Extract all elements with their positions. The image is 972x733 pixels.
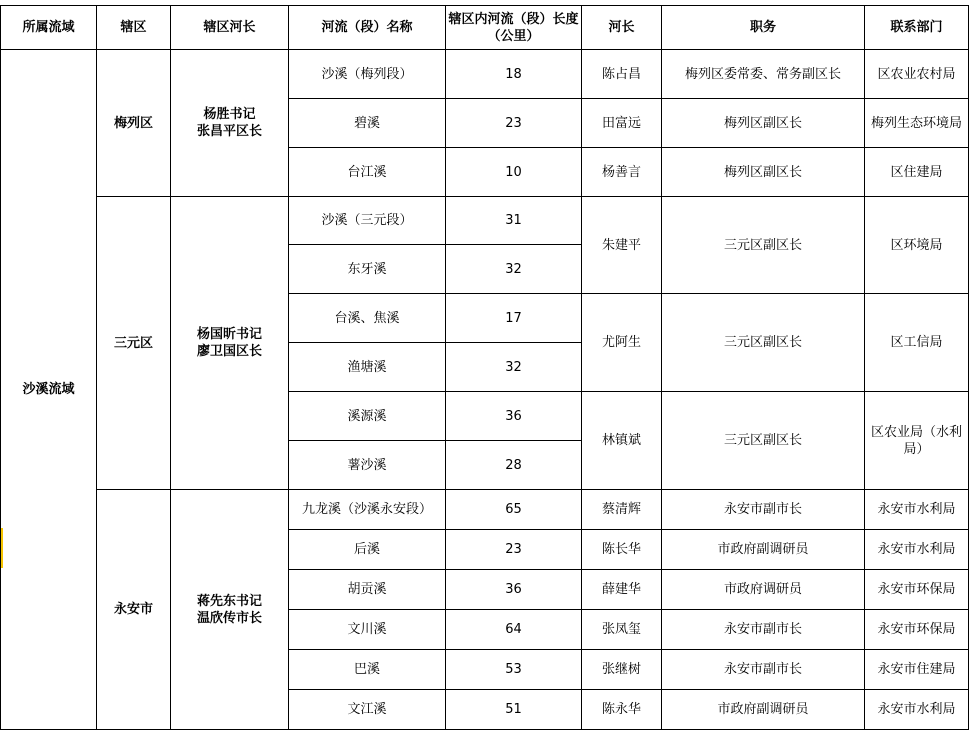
position: 三元区副区长 bbox=[662, 294, 865, 392]
contact-dept: 永安市水利局 bbox=[865, 690, 969, 730]
position: 市政府副调研员 bbox=[662, 530, 865, 570]
river-chief: 尤阿生 bbox=[582, 294, 662, 392]
river-chief: 蔡清辉 bbox=[582, 490, 662, 530]
river-name: 渔塘溪 bbox=[289, 343, 446, 392]
river-chief: 田富远 bbox=[582, 99, 662, 148]
river-length: 65 bbox=[446, 490, 582, 530]
table-row bbox=[1, 50, 969, 99]
contact-dept: 区住建局 bbox=[865, 148, 969, 197]
header-length: 辖区内河流（段）长度（公里） bbox=[446, 6, 582, 50]
river-name: 文江溪 bbox=[289, 690, 446, 730]
position: 市政府副调研员 bbox=[662, 690, 865, 730]
header-contact-dept: 联系部门 bbox=[865, 6, 969, 50]
district-name: 三元区 bbox=[97, 197, 171, 490]
contact-dept: 永安市水利局 bbox=[865, 490, 969, 530]
district-chief: 杨国昕书记 廖卫国区长 bbox=[171, 197, 289, 490]
contact-dept: 区工信局 bbox=[865, 294, 969, 392]
river-length: 10 bbox=[446, 148, 582, 197]
position: 永安市副市长 bbox=[662, 610, 865, 650]
river-chief: 张凤玺 bbox=[582, 610, 662, 650]
river-length: 18 bbox=[446, 50, 582, 99]
river-chief: 陈长华 bbox=[582, 530, 662, 570]
river-name: 溪源溪 bbox=[289, 392, 446, 441]
table-row bbox=[1, 490, 969, 530]
river-chief: 杨善言 bbox=[582, 148, 662, 197]
river-chief: 陈永华 bbox=[582, 690, 662, 730]
river-length: 53 bbox=[446, 650, 582, 690]
river-name: 九龙溪（沙溪永安段） bbox=[289, 490, 446, 530]
header-river-name: 河流（段）名称 bbox=[289, 6, 446, 50]
river-chief: 张继树 bbox=[582, 650, 662, 690]
river-chief: 朱建平 bbox=[582, 197, 662, 294]
river-chief: 薛建华 bbox=[582, 570, 662, 610]
river-length: 36 bbox=[446, 570, 582, 610]
river-length: 17 bbox=[446, 294, 582, 343]
contact-dept: 区环境局 bbox=[865, 197, 969, 294]
header-district: 辖区 bbox=[97, 6, 171, 50]
table-row bbox=[1, 197, 969, 245]
position: 永安市副市长 bbox=[662, 490, 865, 530]
river-length: 28 bbox=[446, 441, 582, 490]
river-chief-table bbox=[0, 5, 969, 730]
district-name: 梅列区 bbox=[97, 50, 171, 197]
river-length: 64 bbox=[446, 610, 582, 650]
position: 永安市副市长 bbox=[662, 650, 865, 690]
river-name: 沙溪（三元段） bbox=[289, 197, 446, 245]
position: 三元区副区长 bbox=[662, 197, 865, 294]
position: 梅列区委常委、常务副区长 bbox=[662, 50, 865, 99]
contact-dept: 永安市环保局 bbox=[865, 610, 969, 650]
contact-dept: 梅列生态环境局 bbox=[865, 99, 969, 148]
river-name: 碧溪 bbox=[289, 99, 446, 148]
river-length: 31 bbox=[446, 197, 582, 245]
river-name: 台江溪 bbox=[289, 148, 446, 197]
river-name: 胡贡溪 bbox=[289, 570, 446, 610]
river-name: 沙溪（梅列段） bbox=[289, 50, 446, 99]
river-length: 32 bbox=[446, 343, 582, 392]
contact-dept: 区农业农村局 bbox=[865, 50, 969, 99]
river-name: 东牙溪 bbox=[289, 245, 446, 294]
header-river-chief: 河长 bbox=[582, 6, 662, 50]
position: 梅列区副区长 bbox=[662, 99, 865, 148]
district-chief: 蒋先东书记 温欣传市长 bbox=[171, 490, 289, 730]
contact-dept: 区农业局（水利局） bbox=[865, 392, 969, 490]
position: 市政府调研员 bbox=[662, 570, 865, 610]
contact-dept: 永安市环保局 bbox=[865, 570, 969, 610]
header-district-chief: 辖区河长 bbox=[171, 6, 289, 50]
header-position: 职务 bbox=[662, 6, 865, 50]
contact-dept: 永安市住建局 bbox=[865, 650, 969, 690]
river-length: 36 bbox=[446, 392, 582, 441]
header-basin: 所属流域 bbox=[1, 6, 97, 50]
river-chief: 林镇斌 bbox=[582, 392, 662, 490]
river-name: 薯沙溪 bbox=[289, 441, 446, 490]
river-name: 台溪、焦溪 bbox=[289, 294, 446, 343]
river-length: 32 bbox=[446, 245, 582, 294]
river-length: 23 bbox=[446, 99, 582, 148]
river-length: 51 bbox=[446, 690, 582, 730]
header-row bbox=[1, 6, 969, 50]
district-chief: 杨胜书记 张昌平区长 bbox=[171, 50, 289, 197]
contact-dept: 永安市水利局 bbox=[865, 530, 969, 570]
basin-cell: 沙溪流域 bbox=[1, 50, 97, 730]
river-name: 后溪 bbox=[289, 530, 446, 570]
river-length: 23 bbox=[446, 530, 582, 570]
position: 梅列区副区长 bbox=[662, 148, 865, 197]
position: 三元区副区长 bbox=[662, 392, 865, 490]
district-name: 永安市 bbox=[97, 490, 171, 730]
river-chief: 陈占昌 bbox=[582, 50, 662, 99]
river-name: 文川溪 bbox=[289, 610, 446, 650]
river-name: 巴溪 bbox=[289, 650, 446, 690]
